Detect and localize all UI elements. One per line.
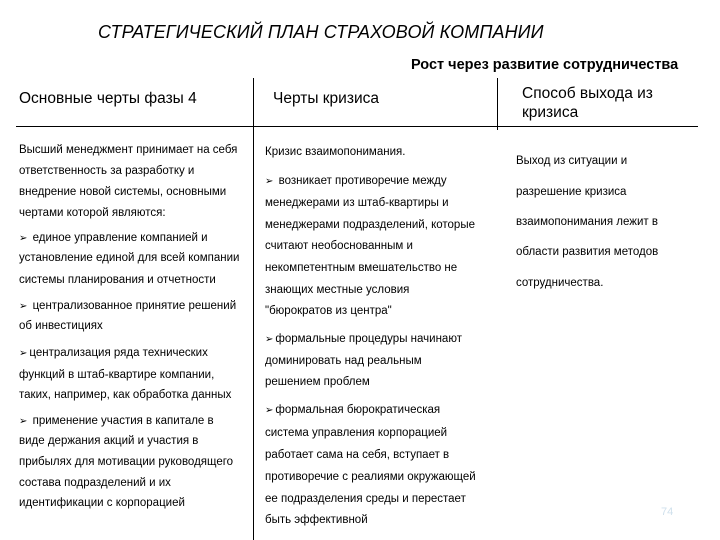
column-header-crisis-exit (522, 84, 712, 122)
col1-line: применение участия в капитале в (32, 415, 214, 427)
bullet-arrow-icon: ➢ (265, 334, 274, 345)
col1-line: ответственность за разработку и (19, 165, 195, 177)
col3-line: области развития методов (516, 246, 659, 258)
col2-line: быть эффективной (265, 514, 368, 526)
bullet-arrow-icon: ➢ (19, 301, 28, 312)
col2-line: знающих местные условия (265, 284, 410, 296)
col1-line: системы планирования и отчетности (19, 274, 216, 286)
col2-line: некомпетентным вмешательство не (265, 262, 458, 274)
col1-line: виде держания акций и участия в (19, 435, 199, 447)
col3-line: разрешение кризиса (516, 186, 627, 198)
col1-line: единое управление компанией и (32, 232, 208, 244)
column-header-crisis-exit-line-2: кризиса (522, 104, 579, 121)
col1-line: функций в штаб-квартире компании, (19, 369, 215, 381)
col3-line: взаимопонимания лежит в (516, 216, 658, 228)
col2-line: формальная бюрократическая (275, 404, 441, 416)
page-title: СТРАТЕГИЧЕСКИЙ ПЛАН СТРАХОВОЙ КОМПАНИИ (98, 22, 544, 42)
col2-line: работает сама на себя, вступает в (265, 449, 450, 461)
col2-line: противоречие с реалиями окружающей (265, 471, 476, 483)
col1-line: установление единой для всей компании (19, 252, 240, 264)
column-header-crisis-exit-line-1: Способ выхода из (522, 85, 653, 102)
col1-bullet-item (19, 232, 208, 244)
col1-line: Высший менеджмент принимает на себя (19, 144, 238, 156)
col1-line: об инвестициях (19, 320, 103, 332)
col1-line: таких, например, как обработка данных (19, 389, 232, 401)
col1-line: идентификации с корпорацией (19, 497, 185, 509)
col2-line: Кризис взаимопонимания. (265, 146, 406, 158)
col2-line: "бюрократов из центра" (265, 305, 392, 317)
col1-line: чертами которой являются: (19, 207, 166, 219)
col2-line: решением проблем (265, 376, 370, 388)
col1-bullet-item (19, 415, 214, 427)
col1-bullet-item (19, 347, 208, 359)
bullet-arrow-icon: ➢ (19, 233, 28, 244)
col1-line: централизация ряда технических (29, 347, 208, 359)
col2-line: менеджерами подразделений, которые (265, 219, 475, 231)
col2-line: менеджерами из штаб-квартиры и (265, 197, 449, 209)
col3-line: Выход из ситуации и (516, 155, 628, 167)
page-number: 74 (661, 506, 674, 518)
column-divider-2 (497, 78, 498, 130)
column-header-phase-features: Основные черты фазы 4 (19, 90, 197, 107)
col2-line: система управления корпорацией (265, 427, 448, 439)
col2-bullet-item (265, 404, 440, 416)
col2-bullet-item (265, 333, 462, 345)
bullet-arrow-icon: ➢ (19, 416, 28, 427)
bullet-arrow-icon: ➢ (265, 405, 274, 416)
bullet-arrow-icon: ➢ (19, 348, 28, 359)
col1-bullet-item (19, 300, 236, 312)
col2-line: доминировать над реальным (265, 355, 422, 367)
column-divider-1 (253, 78, 254, 540)
col2-line: считают необоснованным и (265, 240, 413, 252)
page-subtitle: Рост через развитие сотрудничества (411, 57, 679, 73)
col2-line: возникает противоречие между (278, 175, 447, 187)
col3-line: сотрудничества. (516, 277, 604, 289)
col2-line: ее подразделения среды и перестает (265, 493, 466, 505)
col1-line: централизованное принятие решений (32, 300, 237, 312)
col2-bullet-item (265, 175, 447, 187)
header-divider (16, 126, 698, 127)
col2-line: формальные процедуры начинают (275, 333, 462, 345)
col1-line: внедрение новой системы, основными (19, 186, 227, 198)
column-header-crisis-features: Черты кризиса (273, 90, 379, 107)
col1-line: состава подразделений и их (19, 477, 171, 489)
bullet-arrow-icon: ➢ (265, 176, 274, 187)
col1-line: прибылях для мотивации руководящего (19, 456, 234, 468)
